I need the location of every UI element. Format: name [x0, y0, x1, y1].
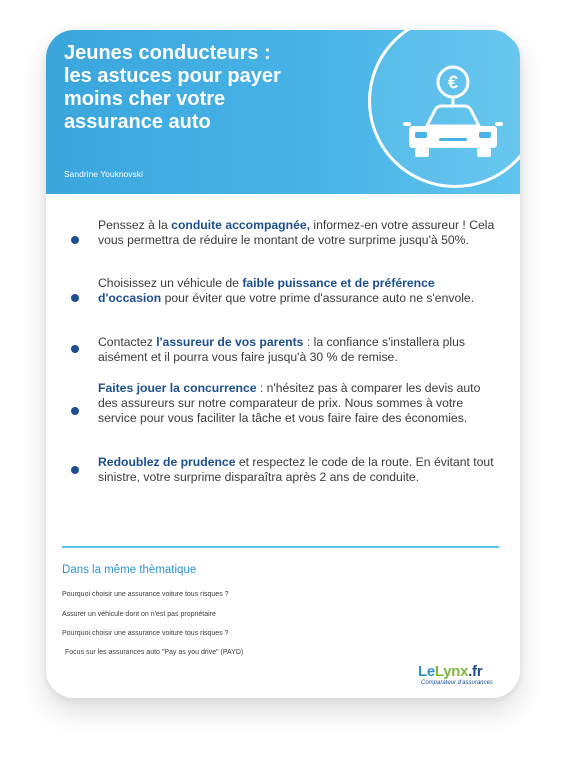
bullet-icon	[71, 236, 79, 244]
title-line: les astuces pour payer	[64, 65, 281, 87]
logo-tagline: Comparateur d'assurances	[421, 680, 493, 686]
car-euro-icon	[401, 64, 505, 160]
related-link[interactable]: Pourquoi choisir une assurance voiture tous risques ?	[62, 591, 229, 598]
title-line: Jeunes conducteurs :	[64, 42, 271, 64]
tip-text: Penssez à la conduite accompagnée, informez-en votre assureur ! Cela vous permettra de réduire le montant de votre surprime jusqu'à 50%.	[98, 218, 495, 247]
bullet-icon	[71, 407, 79, 415]
bullet-icon	[71, 466, 79, 474]
related-link[interactable]: Assurer un véhicule dont on n'est pas propriétaire	[62, 611, 216, 618]
tip-text: Contactez l'assureur de vos parents : la confiance s'installera plus aisément et il pourra vous faire jusqu'à 30 % de remise.	[98, 335, 465, 364]
tip-text: Faites jouer la concurrence : n'hésitez pas à comparer les devis auto des assureurs sur notre comparateur de prix. Nous sommes à votre service pour vous faciliter la tâche et vous faire faire des économies.	[98, 381, 481, 425]
section-divider	[62, 546, 499, 548]
tip-text: Redoublez de prudence et respectez le code de la route. En évitant tout sinistre, votre surprime disparaîtra après 2 ans de conduite.	[98, 455, 494, 484]
page-title	[64, 42, 334, 134]
bullet-icon	[71, 345, 79, 353]
title-line: assurance auto	[64, 111, 211, 133]
logo-wordmark: LeLynx.fr	[418, 663, 483, 680]
euro-symbol: €	[447, 72, 459, 93]
author-name: Sandrine Youknovski	[64, 169, 143, 179]
infographic-card	[46, 30, 520, 698]
tip-text: Choisissez un véhicule de faible puissance et de préférence d'occasion pour éviter que votre prime d'assurance auto ne s'envole.	[98, 276, 475, 305]
lelynx-logo[interactable]	[418, 663, 498, 691]
related-link[interactable]: Focus sur les assurances auto "Pay as you drive" (PAYD)	[65, 649, 244, 656]
related-section-title: Dans la même thèmatique	[62, 564, 197, 576]
related-link[interactable]: Pourquoi choisir une assurance voiture tous risques ?	[62, 630, 229, 637]
header-banner	[46, 30, 520, 194]
bullet-icon	[71, 294, 79, 302]
title-line: moins cher votre	[64, 88, 226, 110]
